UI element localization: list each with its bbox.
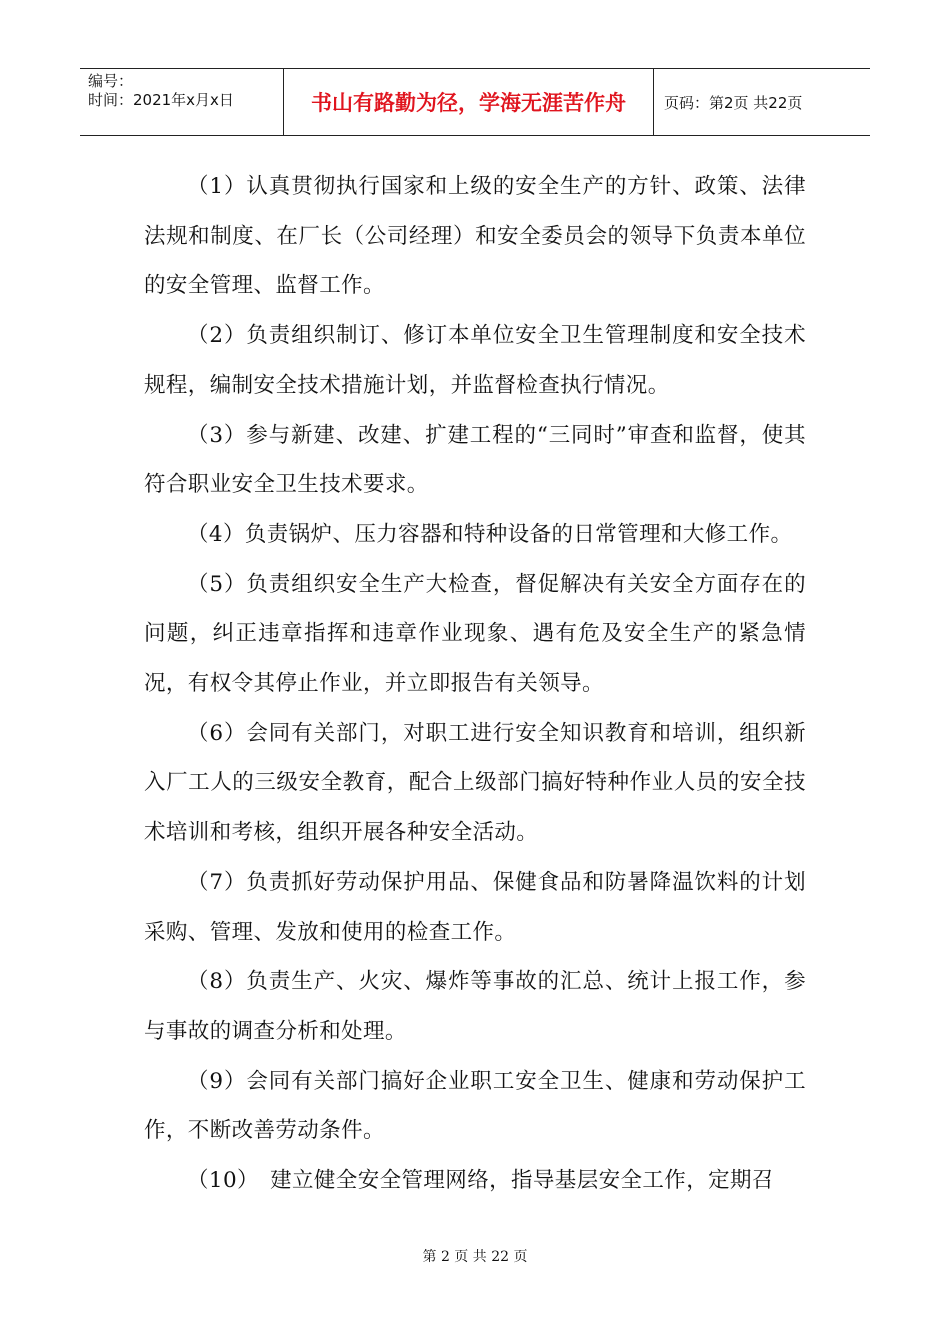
paragraph: （9）会同有关部门搞好企业职工安全卫生、健康和劳动保护工作，不断改善劳动条件。	[144, 1068, 806, 1144]
paragraph: （4）负责锅炉、压力容器和特种设备的日常管理和大修工作。	[187, 521, 793, 547]
paragraph: （10） 建立健全安全管理网络，指导基层安全工作，定期召	[187, 1168, 774, 1194]
paragraph: （7）负责抓好劳动保护用品、保健食品和防暑降温饮料的计划采购、管理、发放和使用的检查工作。	[144, 869, 806, 945]
paragraph: （3）参与新建、改建、扩建工程的“三同时”审查和监督，使其符合职业安全卫生技术要求。	[144, 422, 806, 498]
paragraph: （2）负责组织制订、修订本单位安全卫生管理制度和安全技术规程，编制安全技术措施计划，并监督检查执行情况。	[144, 323, 806, 398]
page-footer: 第 2 页 共 22 页	[422, 1249, 528, 1265]
paragraph: （8）负责生产、火灾、爆炸等事故的汇总、统计上报工作，参与事故的调查分析和处理。	[144, 969, 806, 1044]
paragraph: （5）负责组织安全生产大检查，督促解决有关安全方面存在的问题，纠正违章指挥和违章作业现象、遇有危及安全生产的紧急情况，有权令其停止作业，并立即报告有关领导。	[144, 571, 806, 697]
header-motto: 书山有路勤为径，学海无涯苦作舟	[284, 69, 654, 135]
paragraph: （1）认真贯彻执行国家和上级的安全生产的方针、政策、法律法规和制度、在厂长（公司经理）和安全委员会的领导下负责本单位的安全管理、监督工作。	[144, 174, 806, 299]
page-header	[80, 68, 870, 136]
paragraph: （6）会同有关部门，对职工进行安全知识教育和培训，组织新入厂工人的三级安全教育，配合上级部门搞好特种作业人员的安全技术培训和考核，组织开展各种安全活动。	[144, 720, 806, 846]
header-page-info: 页码：第2页 共22页	[664, 93, 803, 112]
header-meta	[80, 69, 284, 135]
document-date: 时间：2021年x月x日	[88, 91, 234, 109]
document-number: 编号：	[88, 72, 134, 90]
document-body	[144, 162, 806, 1206]
